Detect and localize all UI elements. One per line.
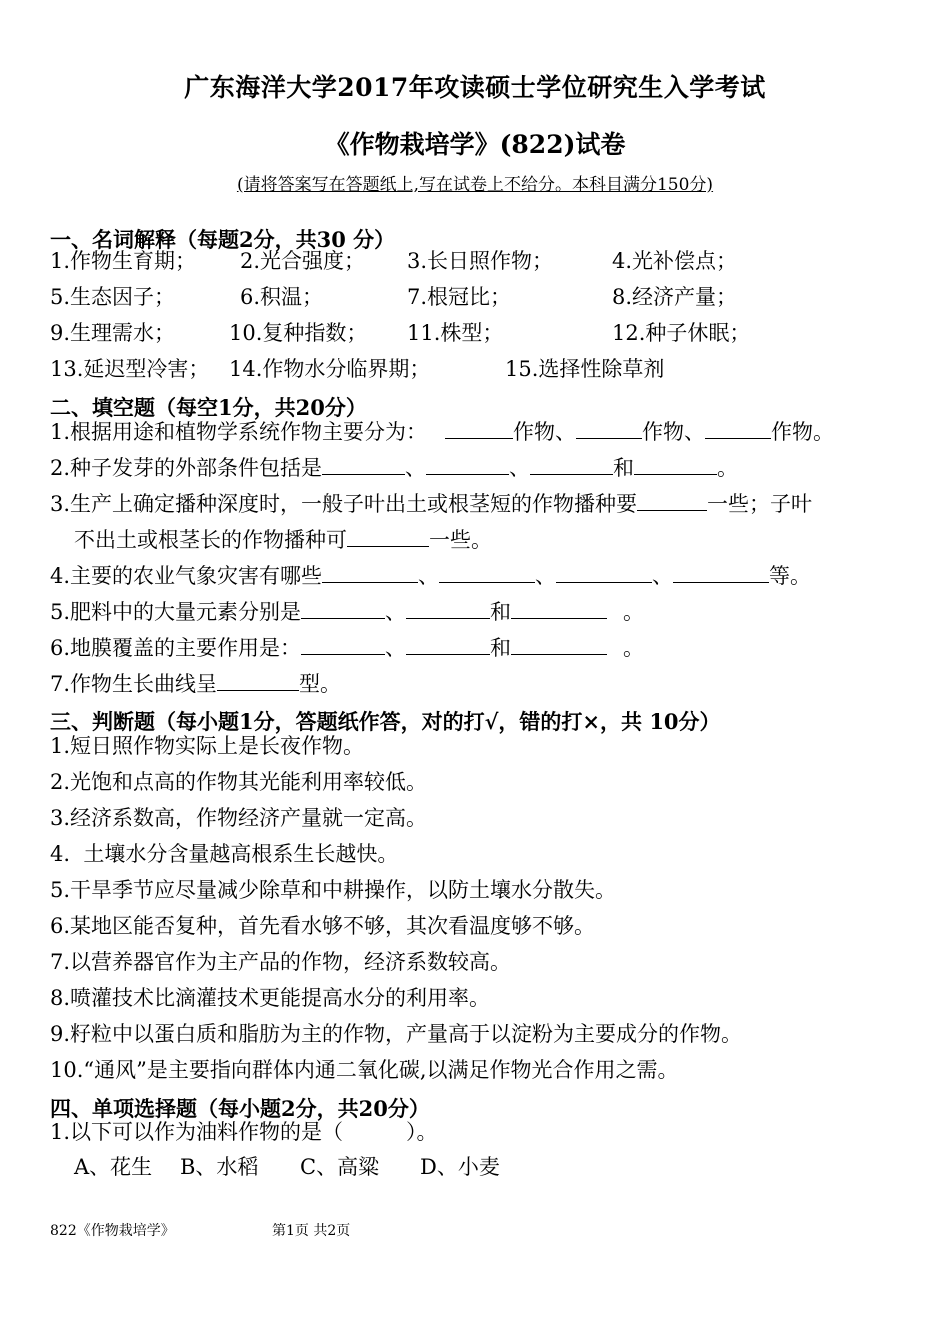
judgement-item: 2.光饱和点高的作物其光能利用率较低。 xyxy=(50,770,428,794)
judgement-item: 1.短日照作物实际上是长夜作物。 xyxy=(50,734,365,758)
question-text: 。 xyxy=(717,456,739,480)
fill-question-7 xyxy=(50,670,341,698)
fill-question-6 xyxy=(50,634,644,662)
fill-question-3-cont xyxy=(74,526,492,554)
answer-blank xyxy=(217,671,299,691)
section-4-heading: 四、单项选择题（每小题2分，共20分） xyxy=(50,1096,430,1121)
answer-blank xyxy=(322,455,405,475)
answer-blank xyxy=(511,635,607,655)
judgement-item: 8.喷灌技术比滴灌技术更能提高水分的利用率。 xyxy=(50,986,491,1010)
answer-blank xyxy=(406,599,490,619)
judgement-item: 5.干旱季节应尽量减少除草和中耕操作，以防土壤水分散失。 xyxy=(50,878,617,902)
section-1-heading: 一、名词解释（每题2分，共30 分） xyxy=(50,227,396,252)
answer-blank xyxy=(576,419,642,439)
judgement-item: 6.某地区能否复种，首先看水够不够，其次看温度够不够。 xyxy=(50,914,596,938)
question-text: 型。 xyxy=(299,672,342,696)
question-text: 。 xyxy=(623,600,645,624)
choice-option: C、高粱 xyxy=(300,1155,380,1179)
section-2-heading: 二、填空题（每空1分，共20分） xyxy=(50,395,367,420)
term: 2.光合强度； xyxy=(240,249,366,273)
fill-question-4 xyxy=(50,562,811,590)
choice-question-1: 1.以下可以作为油料作物的是（ ）。 xyxy=(50,1120,438,1144)
answer-blank xyxy=(301,635,385,655)
question-text: 6.地膜覆盖的主要作用是： xyxy=(50,636,302,660)
answer-blank xyxy=(322,563,418,583)
judgement-item: 7.以营养器官作为主产品的作物，经济系数较高。 xyxy=(50,950,512,974)
answer-blank xyxy=(301,599,385,619)
term: 10.复种指数； xyxy=(229,321,368,345)
term: 3.长日照作物； xyxy=(407,249,554,273)
choice-option: B、水稻 xyxy=(180,1155,259,1179)
question-text: 和 xyxy=(490,636,512,660)
answer-blank xyxy=(445,419,513,439)
question-text: 和 xyxy=(613,456,635,480)
answer-blank xyxy=(426,455,509,475)
footer-page-number: 第1页 共2页 xyxy=(272,1223,351,1239)
question-text: 、 xyxy=(385,600,407,624)
term: 11.株型； xyxy=(407,321,504,345)
question-text: 不出土或根茎长的作物播种可 xyxy=(74,528,347,552)
judgement-item: 4. 土壤水分含量越高根系生长越快。 xyxy=(50,842,399,866)
question-text: 、 xyxy=(385,636,407,660)
fill-question-1 xyxy=(50,418,834,446)
question-text: 2.种子发芽的外部条件包括是 xyxy=(50,456,323,480)
answer-blank xyxy=(705,419,771,439)
exam-title: 广东海洋大学2017年攻读硕士学位研究生入学考试 xyxy=(184,73,766,102)
term: 4.光补偿点； xyxy=(612,249,738,273)
judgement-item: 3.经济系数高，作物经济产量就一定高。 xyxy=(50,806,428,830)
fill-question-2 xyxy=(50,454,738,482)
term: 6.积温； xyxy=(240,285,324,309)
judgement-item: 9.籽粒中以蛋白质和脂肪为主的作物，产量高于以淀粉为主要成分的作物。 xyxy=(50,1022,743,1046)
term: 8.经济产量； xyxy=(612,285,738,309)
choice-option: D、小麦 xyxy=(420,1155,500,1179)
term: 14.作物水分临界期； xyxy=(229,357,431,381)
exam-note-text: (请将答案写在答题纸上,写在试卷上不给分。本科目满分150分) xyxy=(236,175,714,195)
question-text: 、 xyxy=(509,456,531,480)
answer-blank xyxy=(530,455,613,475)
question-text: 等。 xyxy=(769,564,812,588)
question-text: 一些；子叶 xyxy=(707,492,813,516)
question-text: 、 xyxy=(535,564,557,588)
answer-blank xyxy=(511,599,607,619)
exam-subtitle: 《作物栽培学》(822)试卷 xyxy=(324,130,626,159)
question-text: 作物。 xyxy=(771,420,835,444)
answer-blank xyxy=(406,635,490,655)
question-text: 。 xyxy=(623,636,645,660)
section-3-heading: 三、判断题（每小题1分，答题纸作答，对的打√，错的打×，共 10分） xyxy=(50,709,721,734)
question-text: 、 xyxy=(418,564,440,588)
answer-blank xyxy=(634,455,717,475)
question-text: 3.生产上确定播种深度时，一般子叶出土或根茎短的作物播种要 xyxy=(50,492,638,516)
question-text: 7.作物生长曲线呈 xyxy=(50,672,218,696)
term: 7.根冠比； xyxy=(407,285,512,309)
question-text: 4.主要的农业气象灾害有哪些 xyxy=(50,564,323,588)
term: 5.生态因子； xyxy=(50,285,176,309)
term: 13.延迟型冷害； xyxy=(50,357,210,381)
term: 12.种子休眠； xyxy=(612,321,751,345)
question-text: 、 xyxy=(405,456,427,480)
question-text: 和 xyxy=(490,600,512,624)
answer-blank xyxy=(439,563,535,583)
footer-course: 822《作物栽培学》 xyxy=(50,1223,175,1239)
question-text: 作物、 xyxy=(642,420,706,444)
term: 15.选择性除草剂 xyxy=(505,357,665,381)
fill-question-5 xyxy=(50,598,644,626)
exam-note xyxy=(0,170,950,195)
answer-blank xyxy=(637,491,707,511)
answer-blank xyxy=(347,527,429,547)
fill-question-3 xyxy=(50,490,812,518)
term: 1.作物生育期； xyxy=(50,249,197,273)
question-text: 、 xyxy=(652,564,674,588)
answer-blank xyxy=(673,563,769,583)
question-text: 5.肥料中的大量元素分别是 xyxy=(50,600,302,624)
question-text: 1.根据用途和植物学系统作物主要分为： xyxy=(50,420,428,444)
question-text: 一些。 xyxy=(429,528,492,552)
term: 9.生理需水； xyxy=(50,321,176,345)
choice-option: A、花生 xyxy=(74,1155,153,1179)
answer-blank xyxy=(556,563,652,583)
judgement-item: 10.“通风”是主要指向群体内通二氧化碳,以满足作物光合作用之需。 xyxy=(50,1058,679,1082)
question-text: 作物、 xyxy=(513,420,577,444)
